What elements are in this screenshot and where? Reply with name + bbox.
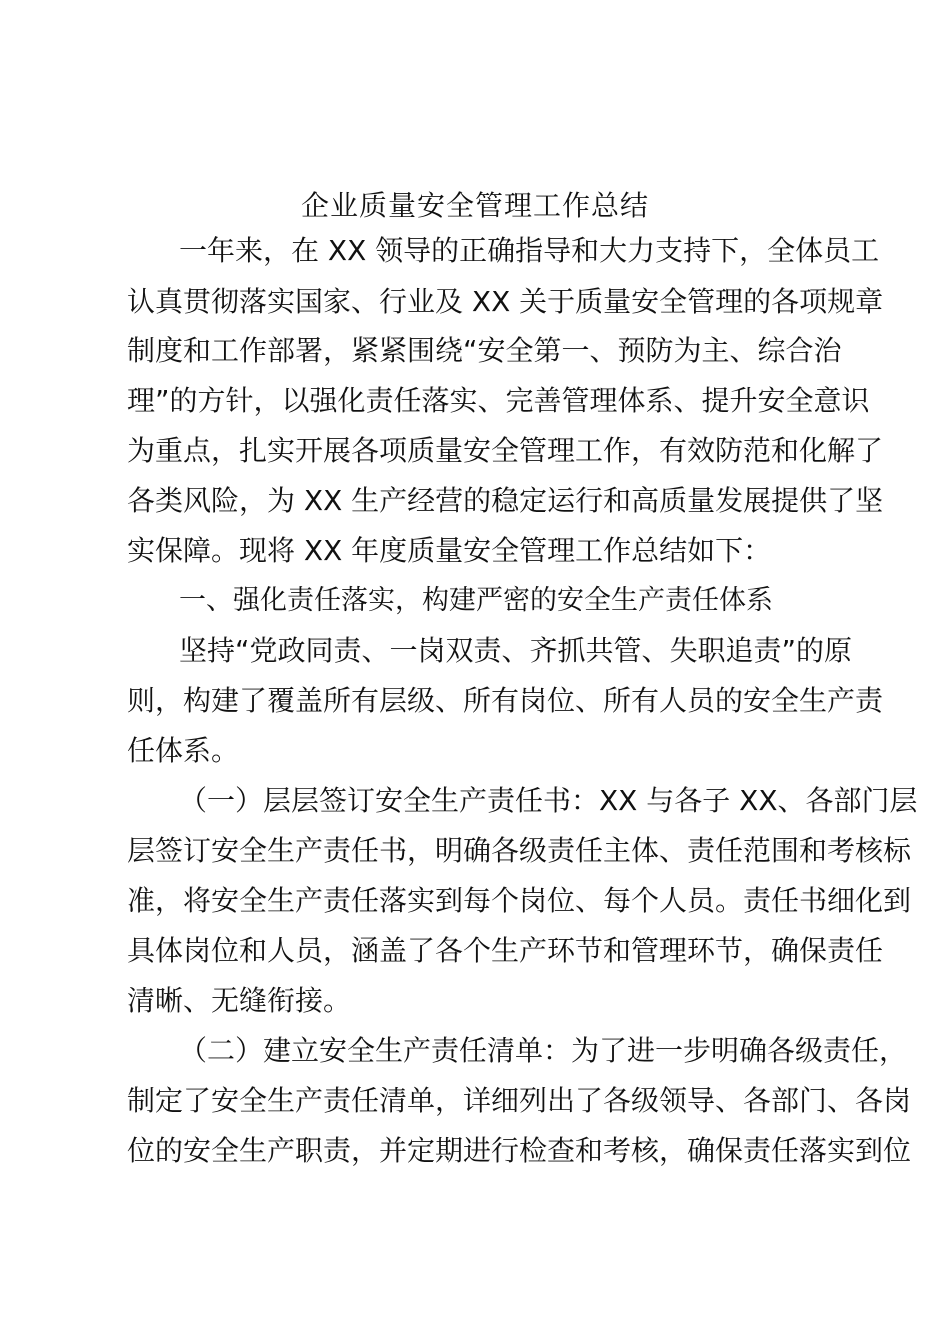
section-heading: 一、强化责任落实，构建严密的安全生产责任体系 xyxy=(179,585,773,616)
paragraph-line: 认真贯彻落实国家、行业及 XX 关于质量安全管理的各项规章 xyxy=(127,285,884,318)
paragraph-line: 具体岗位和人员，涵盖了各个生产环节和管理环节，确保责任 xyxy=(127,934,884,967)
paragraph-line: 则，构建了覆盖所有层级、所有岗位、所有人员的安全生产责 xyxy=(127,684,884,717)
paragraph-line: （一）层层签订安全生产责任书：XX 与各子 XX、各部门层 xyxy=(179,784,918,817)
paragraph-line: 清晰、无缝衔接。 xyxy=(127,984,352,1017)
paragraph-line: 层签订安全生产责任书，明确各级责任主体、责任范围和考核标 xyxy=(127,834,912,867)
paragraph-line: 坚持“党政同责、一岗双责、齐抓共管、失职追责”的原 xyxy=(179,634,853,667)
paragraph-line: 理”的方针，以强化责任落实、完善管理体系、提升安全意识 xyxy=(127,384,870,417)
paragraph-line: 任体系。 xyxy=(127,734,240,767)
document-title: 企业质量安全管理工作总结 xyxy=(300,189,649,222)
paragraph-line: 准，将安全生产责任落实到每个岗位、每个人员。责任书细化到 xyxy=(127,884,912,917)
paragraph-line: 制定了安全生产责任清单，详细列出了各级领导、各部门、各岗 xyxy=(127,1084,912,1117)
paragraph-line: 制度和工作部署，紧紧围绕“安全第一、预防为主、综合治 xyxy=(127,334,842,367)
paragraph-line: 为重点，扎实开展各项质量安全管理工作，有效防范和化解了 xyxy=(127,434,884,467)
paragraph-line: 一年来，在 XX 领导的正确指导和大力支持下，全体员工 xyxy=(179,234,880,267)
paragraph-line: 位的安全生产职责，并定期进行检查和考核，确保责任落实到位 xyxy=(127,1134,912,1167)
paragraph-line: （二）建立安全生产责任清单：为了进一步明确各级责任， xyxy=(179,1034,908,1067)
paragraph-line: 各类风险，为 XX 生产经营的稳定运行和高质量发展提供了坚 xyxy=(127,484,884,517)
paragraph-line: 实保障。现将 XX 年度质量安全管理工作总结如下： xyxy=(127,534,772,567)
